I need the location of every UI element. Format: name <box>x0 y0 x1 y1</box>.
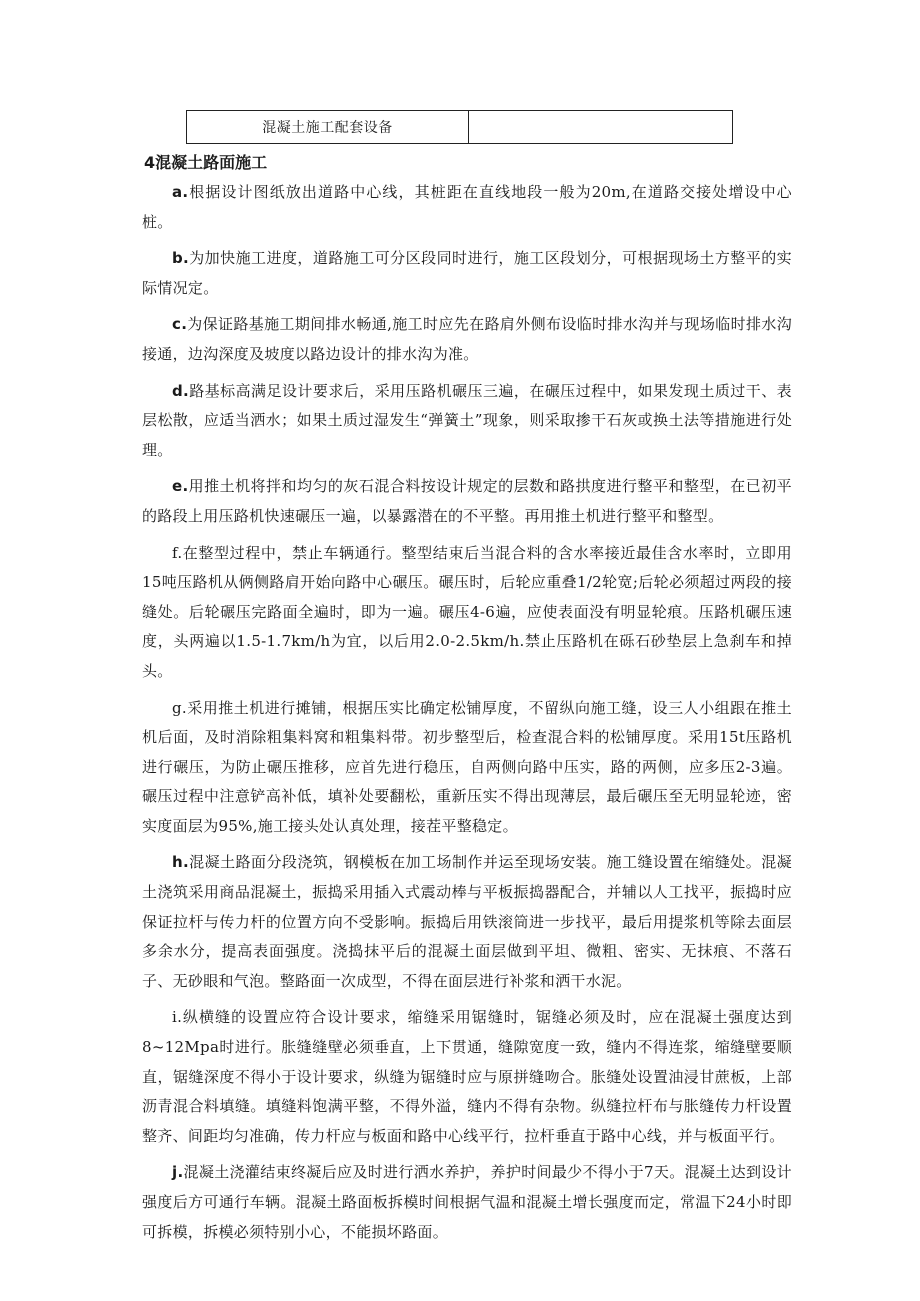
paragraph-text: 在整型过程中，禁止车辆通行。整型结束后当混合料的含水率接近最佳含水率时，立即用15吨压路机从俩侧路肩开始向路中心碾压。碾压时，后轮应重叠1/2轮宽;后轮必须超过两段的接缝处。后轮碾压完路面全遍时，即为一遍。碾压4-6遍，应使表面没有明显轮痕。压路机碾压速度，头两遍以1.5-1.7km/h为宜，以后用2.0-2.5km/h.禁止压路机在砾石砂垫层上急刹车和掉头。 <box>142 543 792 680</box>
paragraph-a <box>142 178 792 237</box>
table-cell-value <box>469 111 732 143</box>
paragraph-text: 路基标高满足设计要求后，采用压路机碾压三遍，在碾压过程中，如果发现土质过干、表层松散，应适当洒水；如果土质过湿发生“弹簧土”现象，则采取掺干石灰或换土法等措施进行处理。 <box>142 381 792 459</box>
paragraph-label: f. <box>172 543 183 562</box>
paragraph-label: g. <box>172 698 187 717</box>
paragraph-e <box>142 472 792 531</box>
paragraph-f <box>142 539 792 687</box>
paragraph-label: j. <box>172 1163 184 1182</box>
section-body <box>142 178 792 1254</box>
paragraph-label: h. <box>172 853 189 872</box>
paragraph-label: a. <box>172 183 189 201</box>
paragraph-text: 为保证路基施工期间排水畅通,施工时应先在路肩外侧布设临时排水沟并与现场临时排水沟接通，边沟深度及坡度以路边设计的排水沟为准。 <box>142 315 792 363</box>
paragraph-c <box>142 310 792 369</box>
paragraph-d <box>142 377 792 466</box>
paragraph-label: d. <box>172 381 190 400</box>
paragraph-label: c. <box>172 315 188 334</box>
paragraph-i <box>142 1003 792 1151</box>
paragraph-text: 用推土机将拌和均匀的灰石混合料按设计规定的层数和路拱度进行整平和整型，在已初平的路段上用压路机快速碾压一遍，以暴露潜在的不平整。再用推土机进行整平和整型。 <box>142 477 792 525</box>
table-cell-label: 混凝土施工配套设备 <box>187 111 469 143</box>
paragraph-text: 混凝土路面分段浇筑，钢模板在加工场制作并运至现场安装。施工缝设置在缩缝处。混凝土浇筑采用商品混凝土，振捣采用插入式震动棒与平板振捣器配合，并辅以人工找平，振捣时应保证拉杆与传力杆的位置方向不受影响。振捣后用铁滚筒进一步找平，最后用提浆机等除去面层多余水分，提高表面强度。浇捣抹平后的混凝土面层做到平坦、微粗、密实、无抹痕、不落石子、无砂眼和气泡。整路面一次成型，不得在面层进行补浆和洒干水泥。 <box>142 853 792 990</box>
paragraph-label: i. <box>172 1008 183 1027</box>
paragraph-label: b. <box>172 249 190 268</box>
paragraph-label: e. <box>172 477 189 496</box>
paragraph-text: 采用推土机进行摊铺，根据压实比确定松铺厚度，不留纵向施工缝，设三人小组跟在推土机后面，及时消除粗集料窝和粗集料带。初步整型后，检查混合料的松铺厚度。采用15t压路机进行碾压，为防止碾压推移，应首先进行稳压，自两侧向路中压实，路的两侧，应多压2-3遍。碾压过程中注意铲高补低，填补处要翻松，重新压实不得出现薄层，最后碾压至无明显轮迹，密实度面层为95%,施工接头处认真处理，接茬平整稳定。 <box>142 698 792 835</box>
paragraph-text: 纵横缝的设置应符合设计要求，缩缝采用锯缝时，锯缝必须及时，应在混凝土强度达到8~12Mpa时进行。胀缝缝壁必须垂直，上下贯通，缝隙宽度一致，缝内不得连浆，缩缝壁要顺直，锯缝深度不得小于设计要求，纵缝为锯缝时应与原拼缝吻合。胀缝处设置油浸甘蔗板，上部沥青混合料填缝。填缝料饱满平整，不得外溢，缝内不得有杂物。纵缝拉杆布与胀缝传力杆设置整齐、间距均匀准确，传力杆应与板面和路中心线平行，拉杆垂直于路中心线，并与板面平行。 <box>142 1008 792 1145</box>
paragraph-j <box>142 1158 792 1247</box>
paragraph-b <box>142 244 792 303</box>
paragraph-text: 根据设计图纸放出道路中心线，其桩距在直线地段一般为20m,在道路交接处增设中心桩。 <box>142 183 792 231</box>
paragraph-h <box>142 848 792 996</box>
section-heading: 4混凝土路面施工 <box>144 153 268 172</box>
paragraph-text: 混凝土浇灌结束终凝后应及时进行洒水养护，养护时间最少不得小于7天。混凝土达到设计强度后方可通行车辆。混凝土路面板拆模时间根据气温和混凝土增长强度而定，常温下24小时即可拆模，拆模必须特别小心，不能损坏路面。 <box>142 1163 792 1241</box>
paragraph-g <box>142 694 792 842</box>
paragraph-text: 为加快施工进度，道路施工可分区段同时进行，施工区段划分，可根据现场土方整平的实际情况定。 <box>142 249 792 297</box>
equipment-table <box>186 110 733 144</box>
